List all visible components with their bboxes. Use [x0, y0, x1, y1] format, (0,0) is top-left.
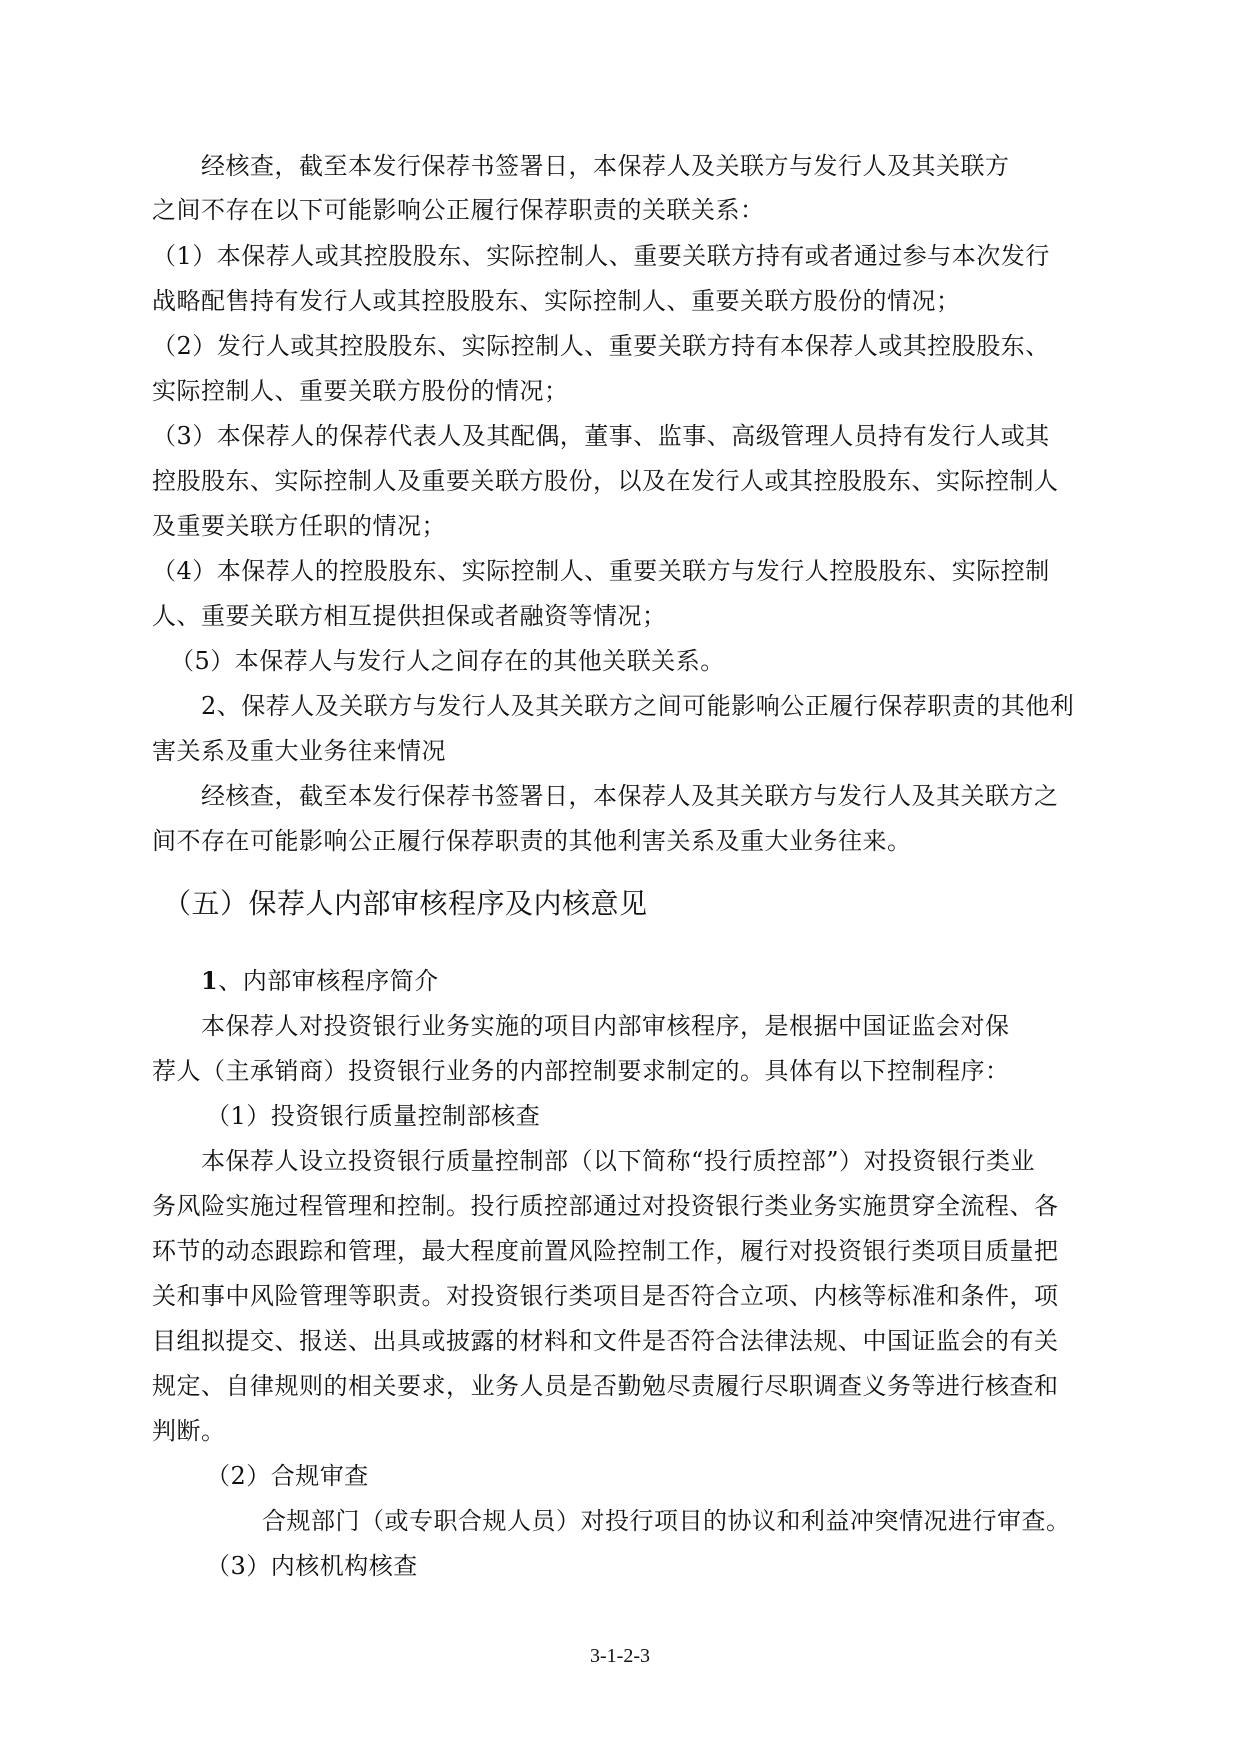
paragraph-line: 本保荐人设立投资银行质量控制部（以下简称“投行质控部”）对投资银行类业 — [201, 1147, 1036, 1175]
paragraph-line: 规定、自律规则的相关要求，业务人员是否勤勉尽责履行尽职调查义务等进行核查和 — [152, 1372, 1059, 1400]
paragraph-line: （1）本保荐人或其控股股东、实际控制人、重要关联方持有或者通过参与本次发行 — [152, 242, 1050, 270]
paragraph-line: 经核查，截至本发行保荐书签署日，本保荐人及其关联方与发行人及其关联方之 — [201, 782, 1059, 810]
paragraph-line: 间不存在可能影响公正履行保荐职责的其他利害关系及重大业务往来。 — [152, 827, 912, 855]
paragraph-line: 2、保荐人及关联方与发行人及其关联方之间可能影响公正履行保荐职责的其他利 — [201, 692, 1075, 720]
paragraph-line: 控股股东、实际控制人及重要关联方股份，以及在发行人或其控股股东、实际控制人 — [152, 467, 1059, 495]
paragraph-line: 及重要关联方任职的情况； — [152, 512, 446, 540]
paragraph-line: （3）本保荐人的保荐代表人及其配偶，董事、监事、高级管理人员持有发行人或其 — [152, 422, 1050, 450]
subsection-heading — [201, 965, 439, 997]
paragraph-line: 合规部门（或专职合规人员）对投行项目的协议和利益冲突情况进行审查。 — [262, 1507, 1071, 1535]
paragraph-line: 目组拟提交、报送、出具或披露的材料和文件是否符合法律法规、中国证监会的有关 — [152, 1327, 1059, 1355]
paragraph-line: 判断。 — [152, 1417, 226, 1445]
paragraph-line: 环节的动态跟踪和管理，最大程度前置风险控制工作，履行对投资银行类项目质量把 — [152, 1237, 1059, 1265]
subsection-title: 、内部审核程序简介 — [218, 967, 439, 995]
paragraph-line: （4）本保荐人的控股股东、实际控制人、重要关联方与发行人控股股东、实际控制 — [152, 557, 1050, 585]
paragraph-line: （3）内核机构核查 — [206, 1552, 418, 1580]
paragraph-line: 务风险实施过程管理和控制。投行质控部通过对投资银行类业务实施贯穿全流程、各 — [152, 1192, 1059, 1220]
page-number: 3-1-2-3 — [590, 1645, 650, 1667]
paragraph-line: 本保荐人对投资银行业务实施的项目内部审核程序，是根据中国证监会对保 — [201, 1012, 1010, 1040]
paragraph-line: （2）合规审查 — [206, 1462, 369, 1490]
paragraph-line: 害关系及重大业务往来情况 — [152, 737, 446, 765]
paragraph-line: 实际控制人、重要关联方股份的情况； — [152, 377, 569, 405]
paragraph-line: 战略配售持有发行人或其控股股东、实际控制人、重要关联方股份的情况； — [152, 287, 961, 315]
section-heading: （五）保荐人内部审核程序及内核意见 — [163, 887, 648, 920]
paragraph-line: （2）发行人或其控股股东、实际控制人、重要关联方持有本保荐人或其控股股东、 — [152, 332, 1050, 360]
paragraph-line: 荐人（主承销商）投资银行业务的内部控制要求制定的。具体有以下控制程序： — [152, 1057, 1010, 1085]
paragraph-line: 之间不存在以下可能影响公正履行保荐职责的关联关系： — [152, 196, 765, 224]
paragraph-line: 人、重要关联方相互提供担保或者融资等情况； — [152, 602, 667, 630]
paragraph-line: 经核查，截至本发行保荐书签署日，本保荐人及关联方与发行人及其关联方 — [201, 152, 1010, 180]
paragraph-line: （5）本保荐人与发行人之间存在的其他关联关系。 — [170, 647, 725, 675]
paragraph-line: 关和事中风险管理等职责。对投资银行类项目是否符合立项、内核等标准和条件，项 — [152, 1282, 1059, 1310]
paragraph-line: （1）投资银行质量控制部核查 — [206, 1102, 541, 1130]
subsection-number: 1 — [201, 966, 219, 995]
